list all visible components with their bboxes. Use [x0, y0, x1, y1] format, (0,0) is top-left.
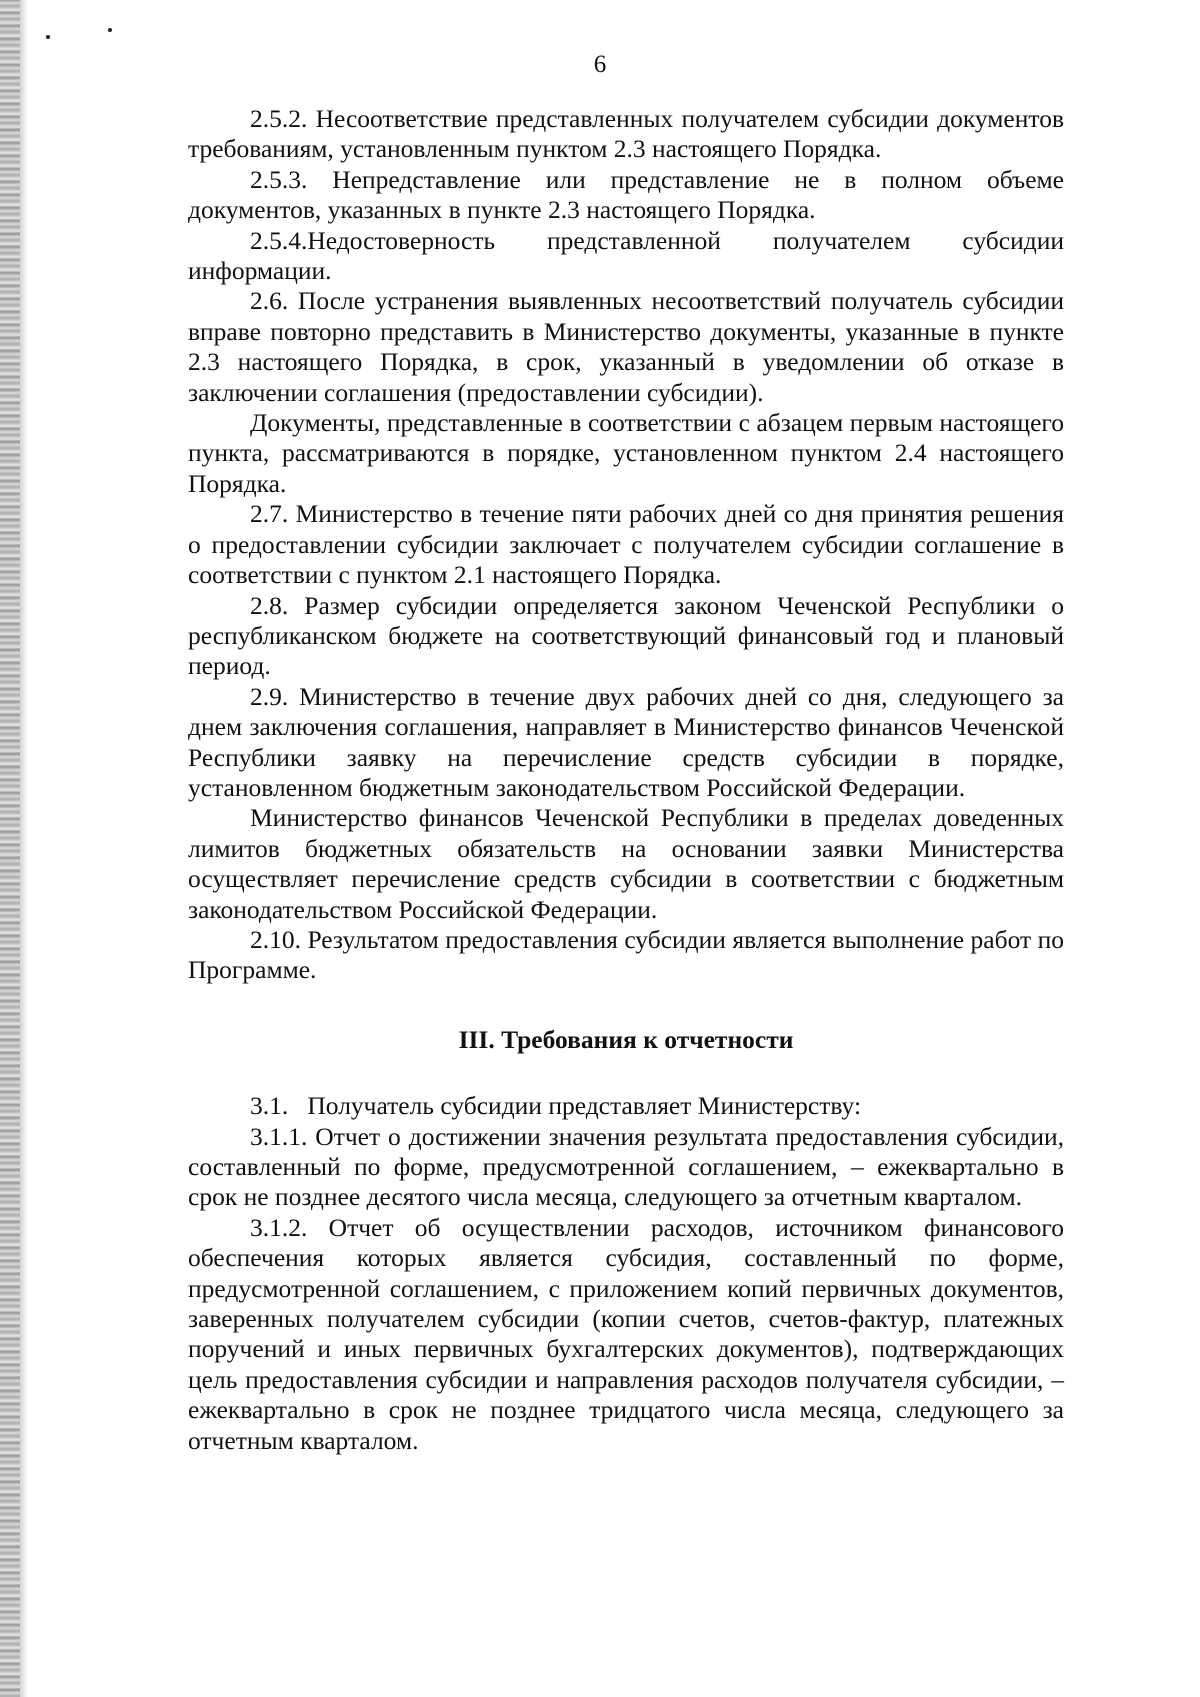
paragraph-2-5-3: 2.5.3. Непредставление или представление не в полном объеме документов, указанных в пункте 2.3 настоящего Порядка. [188, 164, 1064, 225]
document-body [188, 104, 1064, 1456]
paragraph-2-6-documents: Документы, представленные в соответствии с абзацем первым настоящего пункта, рассматриваются в порядке, установленном пунктом 2.4 настоящего Порядка. [188, 408, 1064, 498]
paragraph-2-9-ministry-finance: Министерство финансов Чеченской Республики в пределах доведенных лимитов бюджетных обязательств на основании заявки Министерства осуществляет перечисление средств субсидии в соответствии с бюджетным законодательством Российской Федерации. [188, 803, 1064, 924]
section-title: III. Требования к отчетности [458, 1024, 794, 1054]
page-number: 6 [593, 51, 607, 78]
scan-speck [46, 35, 50, 39]
paragraph-2-9: 2.9. Министерство в течение двух рабочих дней со дня, следующего за днем заключения соглашения, направляет в Министерство финансов Чеченской Республики заявку на перечисление средств субсидии в порядке, установленном бюджетным законодательством Российской Федерации. [188, 681, 1064, 802]
paragraph-2-6: 2.6. После устранения выявленных несоответствий получатель субсидии вправе повторно представить в Министерство документы, указанные в пункте 2.3 настоящего Порядка, в срок, указанный в уведомлении об отказе в заключении соглашения (предоставлении субсидии). [188, 286, 1064, 407]
scan-binding-edge [0, 0, 20, 1697]
paragraph-3-1-2: 3.1.2. Отчет об осуществлении расходов, источником финансового обеспечения которых является субсидия, составленный по форме, предусмотренной соглашением, с приложением копий первичных документов, заверенных получателем субсидии (копии счетов, счетов-фактур, платежных поручений и иных первичных бухгалтерских документов), подтверждающих цель предоставления субсидии и направления расходов получателя субсидии, – ежеквартально в срок не позднее тридцатого числа месяца, следующего за отчетным кварталом. [188, 1212, 1064, 1455]
paragraph-3-1: 3.1. Получатель субсидии представляет Министерству: [250, 1091, 862, 1121]
scan-speck [108, 28, 112, 32]
paragraph-2-5-4: 2.5.4.Недостоверность представленной получателем субсидии информации. [188, 225, 1064, 286]
scan-edge-shadow [20, 0, 28, 1697]
paragraph-2-5-2: 2.5.2. Несоответствие представленных получателем субсидии документов требованиям, установленным пунктом 2.3 настоящего Порядка. [188, 104, 1064, 164]
paragraph-2-10: 2.10. Результатом предоставления субсидии является выполнение работ по Программе. [188, 924, 1064, 985]
paragraph-2-8: 2.8. Размер субсидии определяется законом Чеченской Республики о республиканском бюджете на соответствующий финансовый год и плановый период. [188, 590, 1064, 681]
paragraph-3-1-1: 3.1.1. Отчет о достижении значения результата предоставления субсидии, составленный по форме, предусмотренной соглашением, – ежеквартально в срок не позднее десятого числа месяца, следующего за отчетным кварталом. [188, 1121, 1064, 1212]
paragraph-2-7: 2.7. Министерство в течение пяти рабочих дней со дня принятия решения о предоставлении субсидии заключает с получателем субсидии соглашение в соответствии с пунктом 2.1 настоящего Порядка. [188, 499, 1064, 590]
